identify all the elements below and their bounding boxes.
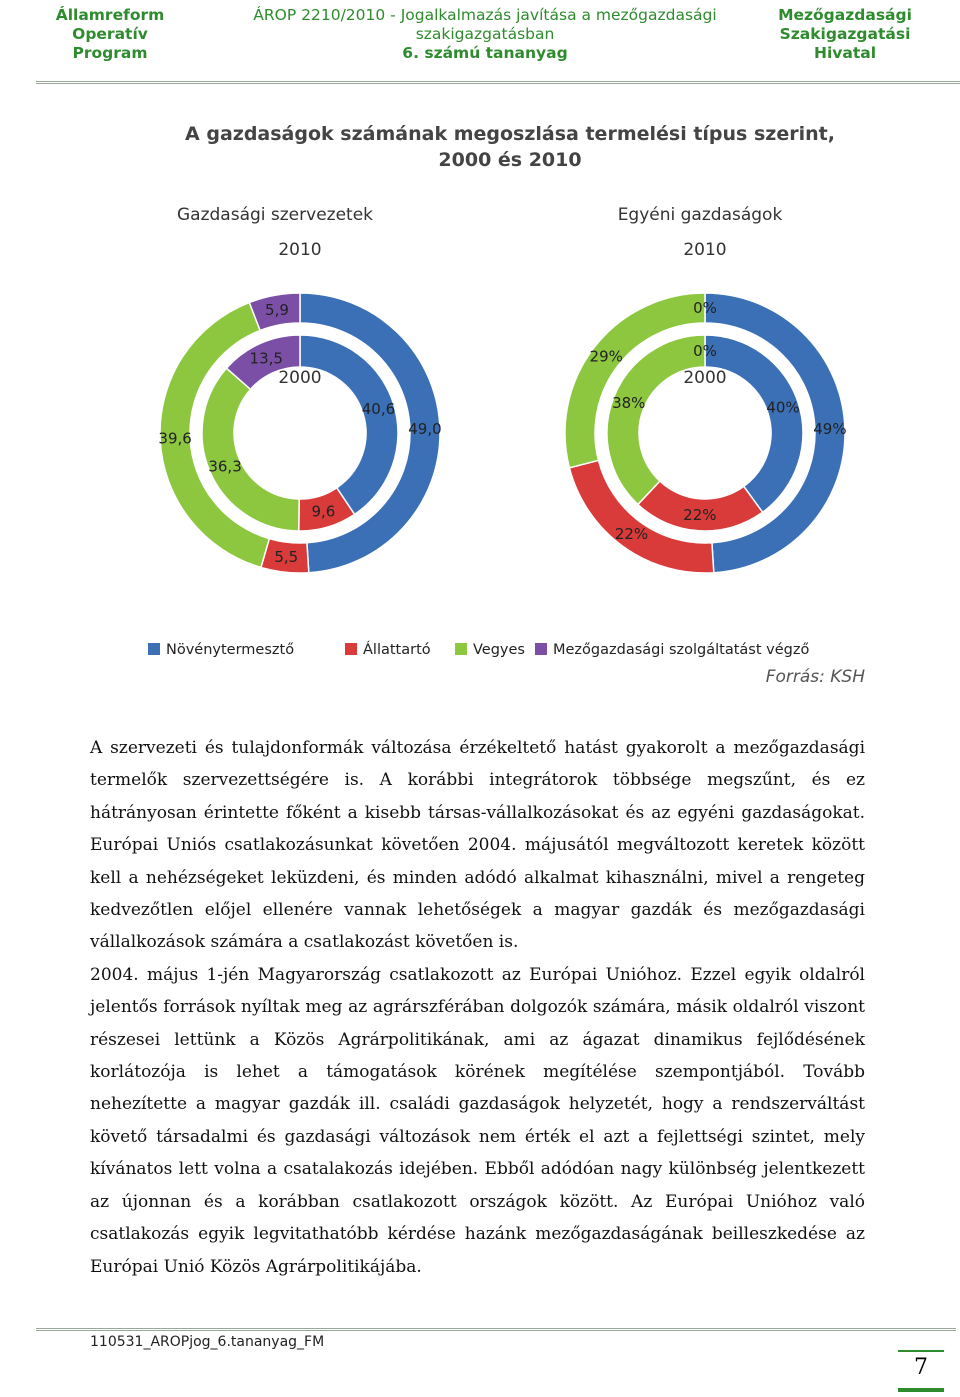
outer-slice-label: 29%	[589, 347, 623, 366]
inner-ring-year: 2000	[683, 368, 727, 388]
outer-slice-label: 49%	[813, 420, 847, 439]
page-number-box	[898, 1350, 944, 1392]
legend-label: Állattartó	[363, 642, 431, 658]
inner-slice-label: 36,3	[208, 457, 242, 476]
outer-ring-year: 2010	[278, 240, 322, 260]
inner-slice-label: 0%	[693, 342, 717, 360]
chart-panel-title: Gazdasági szervezetek	[176, 205, 374, 225]
page-number-rule-bottom	[898, 1388, 944, 1392]
header-left	[40, 6, 180, 63]
header-middle-line: szakigazgatásban	[415, 25, 555, 43]
outer-slice-label: 5,9	[265, 301, 289, 320]
inner-slice-label: 13,5	[249, 349, 283, 368]
inner-slice-label: 40,6	[361, 400, 396, 419]
header-right-line: Hivatal	[813, 44, 877, 62]
inner-slice-label: 38%	[612, 393, 646, 412]
header-right-line: Mezőgazdasági	[778, 6, 912, 24]
header-middle-line: ÁROP 2210/2010 - Jogalkalmazás javítása a mezőgazdasági	[253, 6, 717, 24]
legend-label: Növénytermesztő	[166, 642, 295, 658]
inner-slice-label: 40%	[766, 398, 800, 417]
outer-slice-label: 5,5	[274, 548, 299, 567]
inner-slice-label: 9,6	[311, 502, 336, 521]
body-text	[90, 732, 865, 1283]
chart-panel-title: Egyéni gazdaságok	[617, 205, 783, 225]
chart-subtitle: 2000 és 2010	[438, 149, 582, 171]
header-divider	[36, 81, 960, 84]
legend-label: Vegyes	[473, 642, 525, 658]
inner-ring-year: 2000	[278, 368, 322, 388]
outer-slice-label: 22%	[614, 525, 649, 544]
header-middle	[230, 6, 740, 63]
header-right	[760, 6, 930, 63]
donut-chart-figure	[140, 110, 880, 700]
header-subtitle: 6. számú tananyag	[402, 44, 568, 62]
outer-slice-label: 0%	[693, 299, 717, 317]
chart-svg	[140, 110, 880, 700]
outer-slice-label: 39,6	[158, 429, 192, 448]
chart-source: Forrás: KSH	[765, 667, 865, 687]
chart-title: A gazdaságok számának megoszlása termelési típus szerint,	[185, 123, 835, 145]
outer-slice-label: 49,0	[408, 420, 442, 439]
page-number-rule-top	[898, 1350, 944, 1352]
header-left-line: Államreform	[55, 6, 165, 24]
legend-swatch	[455, 643, 467, 655]
header-left-line: Program	[72, 44, 148, 62]
legend-swatch	[148, 643, 160, 655]
footer-divider	[36, 1328, 956, 1331]
header-right-line: Szakigazgatási	[779, 25, 911, 43]
paragraph: 2004. május 1-jén Magyarország csatlakozott az Európai Unióhoz. Ezzel egyik oldalról jelentős források nyíltak meg az agrárszférában dolgozók számára, másik oldalról viszont részesei lettünk a Közös Agrárpolitikának, ami az ágazat dinamikus fejlődésének korlátozója is lehet a támogatások körének megítélése szempontjából. Tovább nehezítette a magyar gazdák ill. családi gazdaságok helyzetét, hogy a rendszerváltást követő társadalmi és gazdasági változások nem érték el azt a fejlettségi szintet, mely kívánatos lett volna a csatalakozás idejében. Ebből adódóan nagy különbség jelentkezett az újonnan és a korábban csatlakozott országok között. Az Európai Unióhoz való csatlakozás egyik legvitathatóbb kérdése hazánk mezőgazdaságának beilleszkedése az Európai Unió Közös Agrárpolitikájába.	[90, 964, 865, 1277]
legend-swatch	[345, 643, 357, 655]
legend-label: Mezőgazdasági szolgáltatást végző	[553, 642, 810, 658]
inner-slice-label: 22%	[683, 505, 717, 524]
page-header	[0, 0, 960, 88]
paragraph: A szervezeti és tulajdonformák változása érzékeltető hatást gyakorolt a mezőgazdasági termelők szervezettségére is. A korábbi integrátorok többsége megszűnt, és ez hátrányosan érintette főként a kisebb társas-vállalkozásokat és az egyéni gazdaságokat. Európai Uniós csatlakozásunkat követően 2004. májusától megváltozott keretek között kell a nehézségeket leküzdeni, és minden adódó alkalmat kihasználni, mivel a rengeteg kedvezőtlen előjel ellenére vannak lehetőségek a magyar gazdák és mezőgazdasági vállalkozások számára a csatlakozást követően is.	[90, 738, 865, 953]
legend-swatch	[535, 643, 547, 655]
header-left-line: Operatív	[72, 25, 148, 43]
outer-ring-year: 2010	[683, 240, 727, 260]
footer-document-code: 110531_AROPjog_6.tananyag_FM	[90, 1334, 325, 1350]
page-number: 7	[914, 1355, 928, 1380]
